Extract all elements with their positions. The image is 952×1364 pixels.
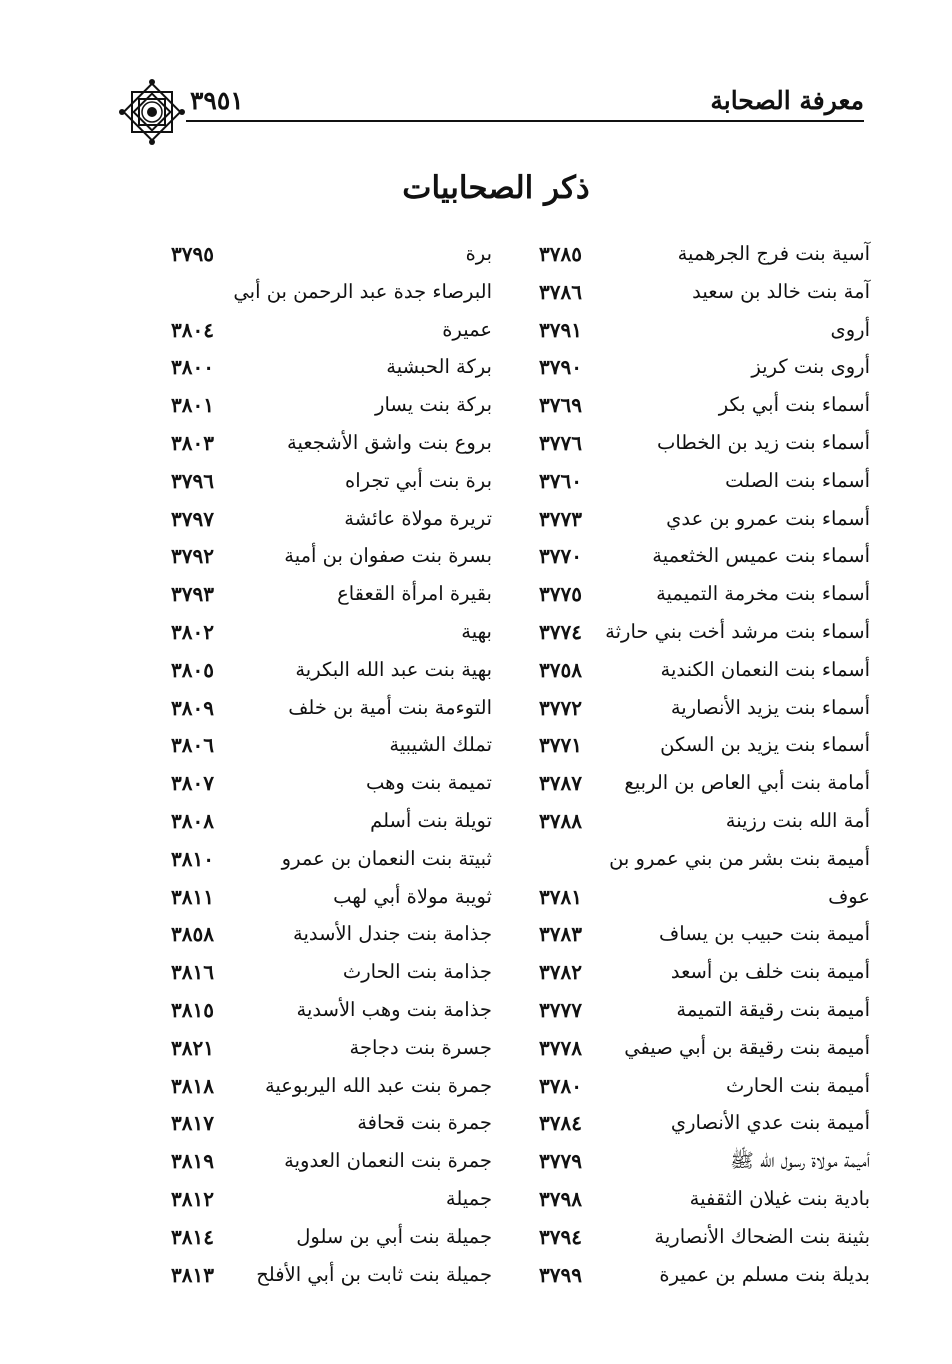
left-entry-name: تملك الشيبية bbox=[389, 733, 492, 757]
left-entry-number: ٣٨١٥ bbox=[171, 997, 214, 1022]
right-entry-name: أميمة بنت رقيقة بن أبي صيفي bbox=[624, 1035, 870, 1059]
right-entry-name: أميمة بنت بشر من بني عمرو بن bbox=[609, 846, 870, 870]
index-row bbox=[140, 501, 870, 539]
left-entry-number: ٣٧٩٢ bbox=[171, 544, 214, 569]
right-entry-number: ٣٧٨٣ bbox=[539, 922, 582, 947]
index-row bbox=[140, 916, 870, 954]
right-entry-number: ٣٧٩٤ bbox=[539, 1224, 582, 1249]
right-entry-number: ٣٧٧٥ bbox=[539, 582, 582, 607]
right-entry-number: ٣٧٩٩ bbox=[539, 1262, 582, 1287]
left-entry-number: ٣٨١٣ bbox=[171, 1262, 214, 1287]
right-entry-name: أسماء بنت يزيد بن السكن bbox=[660, 733, 870, 757]
right-entry-number: ٣٧٩١ bbox=[539, 317, 582, 342]
left-entry-name: جميلة بنت ثابت بن أبي الأفلح bbox=[256, 1262, 492, 1286]
right-entry-number: ٣٧٨٥ bbox=[539, 242, 582, 266]
right-entry-name: أمة الله بنت رزينة bbox=[725, 808, 870, 832]
left-entry-number: ٣٨١٢ bbox=[171, 1186, 214, 1211]
left-entry-name: جمرة بنت عبد الله اليربوعية bbox=[264, 1073, 492, 1097]
index-row bbox=[140, 425, 870, 463]
section-title: ذكر الصحابيات bbox=[402, 170, 590, 206]
left-entry-name: عميرة bbox=[442, 317, 492, 341]
right-entry-number: ٣٧٨٨ bbox=[539, 808, 582, 833]
right-entry-number: ٣٧٦٩ bbox=[539, 393, 582, 418]
index-row bbox=[140, 538, 870, 576]
right-entry-number: ٣٧٧٤ bbox=[539, 619, 582, 644]
left-entry-name: تويلة بنت أسلم bbox=[370, 808, 492, 832]
right-entry-name: أسماء بنت مخرمة التميمية bbox=[656, 582, 870, 606]
right-entry-name: أميمة بنت الحارث bbox=[726, 1073, 870, 1097]
left-entry-name: بهية bbox=[461, 619, 492, 643]
right-entry-name: أسماء بنت النعمان الكندية bbox=[660, 657, 870, 681]
index-row bbox=[140, 803, 870, 841]
index-row bbox=[140, 992, 870, 1030]
left-entry-number: ٣٨٠٣ bbox=[171, 430, 214, 455]
left-entry-name: برة bbox=[465, 242, 492, 265]
left-entry-name: جمرة بنت النعمان العدوية bbox=[284, 1149, 492, 1173]
left-entry-number: ٣٨١٨ bbox=[171, 1073, 214, 1098]
right-entry-number: ٣٧٨٢ bbox=[539, 960, 582, 985]
right-entry-number: ٣٧٧٨ bbox=[539, 1035, 582, 1060]
left-entry-number: ٣٨٠٥ bbox=[171, 657, 214, 682]
index-row bbox=[140, 1143, 870, 1181]
right-entry-name: أسماء بنت يزيد الأنصارية bbox=[670, 695, 870, 719]
right-entry-name: بثينة بنت الضحاك الأنصارية bbox=[654, 1224, 870, 1248]
right-entry-number: ٣٧٨٤ bbox=[539, 1111, 582, 1136]
left-entry-number: ٣٨٠٧ bbox=[171, 771, 214, 796]
index-row bbox=[140, 652, 870, 690]
left-entry-number: ٣٨١٩ bbox=[171, 1149, 214, 1174]
left-entry-number: ٣٨٠٨ bbox=[171, 808, 214, 833]
right-entry-name: أميمة مولاة رسول الله ﷺ bbox=[730, 1149, 870, 1173]
right-entry-number: ٣٧٩٠ bbox=[539, 355, 582, 380]
left-entry-name: البرصاء جدة عبد الرحمن بن أبي bbox=[233, 279, 492, 303]
index-row bbox=[140, 274, 870, 312]
left-entry-name: جميلة bbox=[445, 1186, 492, 1210]
left-entry-number: ٣٨٠٠ bbox=[171, 355, 214, 380]
left-entry-name: بقيرة امرأة القعقاع bbox=[337, 582, 492, 606]
right-entry-number: ٣٧٧٦ bbox=[539, 430, 582, 455]
left-entry-number: ٣٨٠٩ bbox=[171, 695, 214, 720]
left-entry-name: جمرة بنت قحافة bbox=[357, 1111, 492, 1135]
left-entry-number: ٣٧٩٧ bbox=[171, 506, 214, 531]
left-entry-name: جذامة بنت جندل الأسدية bbox=[293, 922, 492, 946]
right-entry-number: ٣٧٨٦ bbox=[539, 279, 582, 304]
right-entry-name: أميمة بنت حبيب بن يساف bbox=[659, 922, 870, 946]
index-row bbox=[140, 312, 870, 350]
left-entry-name: بسرة بنت صفوان بن أمية bbox=[284, 544, 492, 568]
right-entry-name: أروى bbox=[830, 317, 870, 341]
left-entry-number: ٣٨٢١ bbox=[171, 1035, 214, 1060]
right-entry-name: أسماء بنت أبي بكر bbox=[718, 393, 870, 417]
index-row bbox=[140, 349, 870, 387]
right-entry-name: آمة بنت خالد بن سعيد bbox=[692, 279, 870, 303]
index-row bbox=[140, 576, 870, 614]
left-entry-number: ٣٨٠١ bbox=[171, 393, 214, 418]
right-entry-number: ٣٧٧٠ bbox=[539, 544, 582, 569]
index-row bbox=[140, 1030, 870, 1068]
left-entry-number: ٣٨١٦ bbox=[171, 960, 214, 985]
left-entry-name: تميمة بنت وهب bbox=[365, 771, 492, 795]
left-entry-number: ٣٨٠٦ bbox=[171, 733, 214, 758]
left-entry-number: ٣٧٩٥ bbox=[171, 242, 214, 266]
index-row bbox=[140, 879, 870, 917]
name-index-list bbox=[140, 236, 870, 1294]
right-entry-name: أروى بنت كريز bbox=[751, 355, 870, 379]
right-entry-name: بديلة بنت مسلم بن عميرة bbox=[659, 1262, 870, 1286]
left-entry-number: ٣٨١٤ bbox=[171, 1224, 214, 1249]
right-entry-number: ٣٧٨٠ bbox=[539, 1073, 582, 1098]
left-entry-name: ثبيتة بنت النعمان بن عمرو bbox=[281, 846, 492, 870]
right-entry-number: ٣٧٧٢ bbox=[539, 695, 582, 720]
index-row bbox=[140, 387, 870, 425]
left-entry-name: جذامة بنت الحارث bbox=[342, 960, 492, 984]
index-row bbox=[140, 1068, 870, 1106]
index-row bbox=[140, 841, 870, 879]
octagram-ornament-icon bbox=[118, 78, 186, 146]
right-entry-number: ٣٧٧٣ bbox=[539, 506, 582, 531]
left-entry-name: تريرة مولاة عائشة bbox=[344, 506, 492, 530]
left-entry-name: بروع بنت واشق الأشجعية bbox=[287, 430, 492, 454]
right-entry-number: ٣٧٥٨ bbox=[539, 657, 582, 682]
index-row bbox=[140, 765, 870, 803]
right-entry-name: أمامة بنت أبي العاص بن الربيع bbox=[624, 771, 870, 795]
right-entry-name: أسماء بنت زيد بن الخطاب bbox=[657, 430, 870, 454]
left-entry-number: ٣٧٩٦ bbox=[171, 468, 214, 493]
left-entry-number: ٣٨٠٢ bbox=[171, 619, 214, 644]
left-entry-number: ٣٨١١ bbox=[171, 884, 214, 909]
left-entry-name: جميلة بنت أبي بن سلول bbox=[296, 1224, 492, 1248]
right-entry-name: أسماء بنت عمرو بن عدي bbox=[666, 506, 870, 530]
left-entry-number: ٣٨١٠ bbox=[171, 846, 214, 871]
left-entry-number: ٣٨٠٤ bbox=[171, 317, 214, 342]
left-entry-name: بهية بنت عبد الله البكرية bbox=[295, 657, 492, 681]
index-row bbox=[140, 727, 870, 765]
header-rule bbox=[186, 120, 864, 122]
left-entry-name: جسرة بنت دجاجة bbox=[349, 1035, 492, 1059]
left-entry-name: بركة بنت يسار bbox=[375, 393, 492, 417]
right-entry-number: ٣٧٧٩ bbox=[539, 1149, 582, 1174]
index-row bbox=[140, 236, 870, 274]
right-entry-name: أسماء بنت عميس الخثعمية bbox=[652, 544, 870, 568]
book-title: معرفة الصحابة bbox=[710, 86, 864, 115]
right-entry-name: عوف bbox=[828, 884, 870, 908]
page-header bbox=[118, 86, 864, 126]
left-entry-name: بركة الحبشية bbox=[386, 355, 492, 379]
right-entry-name: أسماء بنت الصلت bbox=[725, 468, 870, 492]
index-row bbox=[140, 1105, 870, 1143]
left-entry-number: ٣٨١٧ bbox=[171, 1111, 214, 1136]
index-row bbox=[140, 1257, 870, 1295]
right-entry-name: أميمة بنت عدي الأنصاري bbox=[670, 1111, 870, 1135]
right-entry-number: ٣٧٨٧ bbox=[539, 771, 582, 796]
index-row bbox=[140, 690, 870, 728]
index-row bbox=[140, 463, 870, 501]
right-entry-number: ٣٧٧١ bbox=[539, 733, 582, 758]
index-row bbox=[140, 1181, 870, 1219]
left-entry-name: برة بنت أبي تجراه bbox=[345, 468, 492, 492]
right-entry-name: بادية بنت غيلان الثقفية bbox=[689, 1186, 870, 1210]
left-entry-number: ٣٨٥٨ bbox=[171, 922, 214, 947]
right-entry-number: ٣٧٦٠ bbox=[539, 468, 582, 493]
page-number: ٣٩٥١ bbox=[190, 86, 244, 115]
left-entry-number: ٣٧٩٣ bbox=[171, 582, 214, 607]
right-entry-name: أسماء بنت مرشد أخت بني حارثة bbox=[605, 619, 870, 643]
right-entry-name: أميمة بنت خلف بن أسعد bbox=[670, 960, 870, 984]
index-row bbox=[140, 954, 870, 992]
right-entry-name: أميمة بنت رقيقة التميمة bbox=[676, 997, 870, 1021]
left-entry-name: جذامة بنت وهب الأسدية bbox=[296, 997, 492, 1021]
right-entry-name: آسية بنت فرج الجرهمية bbox=[677, 242, 870, 265]
index-row bbox=[140, 614, 870, 652]
right-entry-number: ٣٧٩٨ bbox=[539, 1186, 582, 1211]
index-row bbox=[140, 1219, 870, 1257]
left-entry-name: التوءمة بنت أمية بن خلف bbox=[288, 695, 492, 719]
right-entry-number: ٣٧٧٧ bbox=[539, 997, 582, 1022]
right-entry-number: ٣٧٨١ bbox=[539, 884, 582, 909]
left-entry-name: ثويبة مولاة أبي لهب bbox=[333, 884, 492, 908]
